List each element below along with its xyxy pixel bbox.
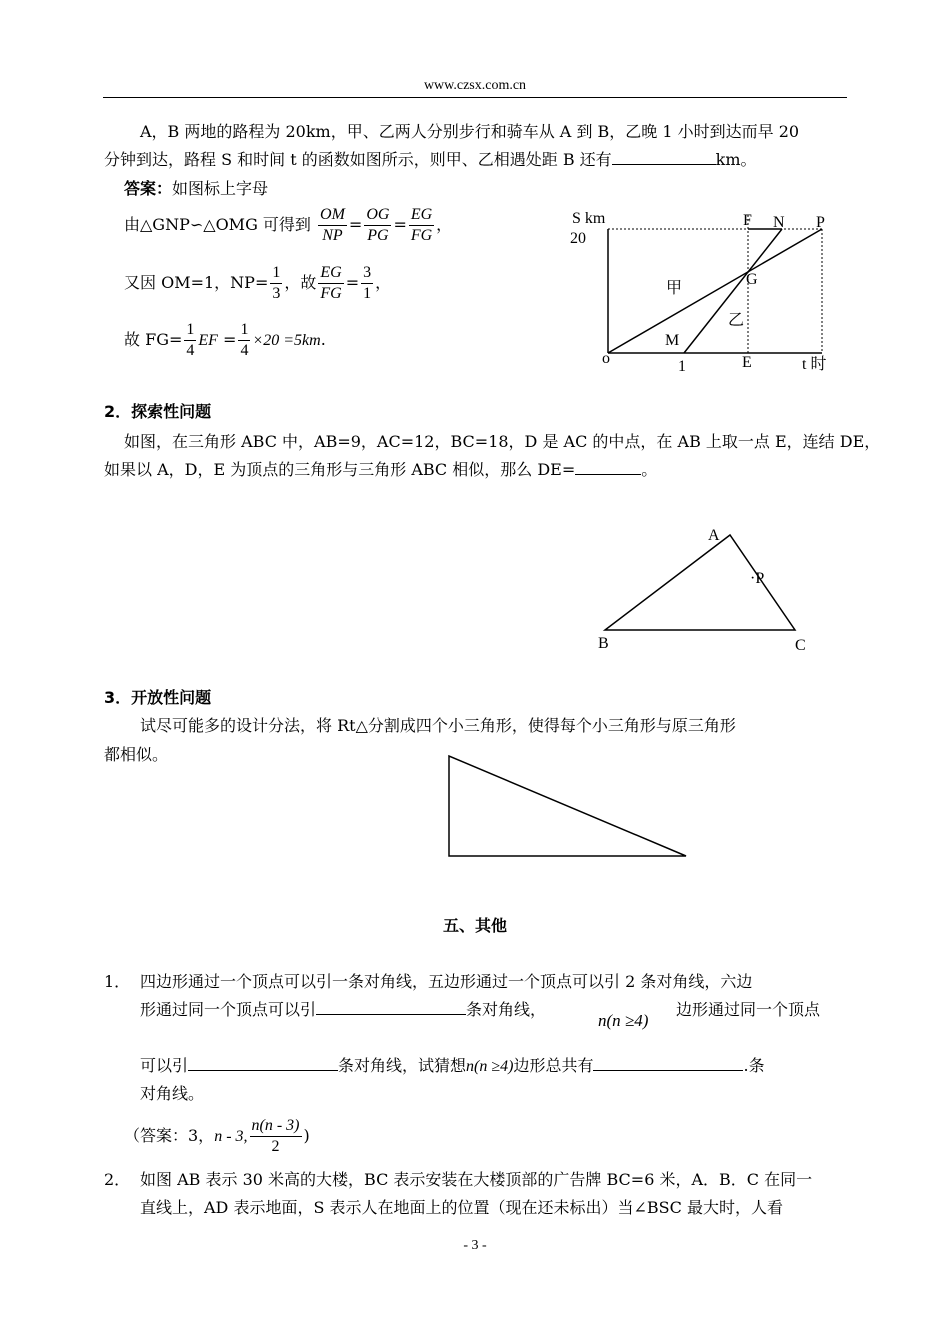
q1-line-2-end: 边形通过同一个顶点: [676, 1000, 821, 1019]
section-2-title: 2．探索性问题: [104, 402, 212, 421]
label-m: M: [665, 332, 680, 349]
label-e: E: [742, 354, 752, 371]
distance-time-graph: [560, 205, 840, 380]
equals: =: [223, 330, 237, 349]
section-2-line-1: 如图，在三角形 ABC 中，AB=9，AC=12，BC=18，D 是 AC 的中点，在 AB 上取一点 E，连结 DE，: [124, 432, 881, 451]
answer-text: 如图标上字母: [172, 179, 269, 198]
sol1-prefix: 由△GNP∽△OMG 可得到: [124, 215, 311, 234]
answer-blank[interactable]: [612, 148, 716, 165]
frac-den: 4: [186, 342, 195, 359]
label-a: A: [708, 527, 720, 544]
label-c: C: [795, 637, 806, 654]
triangle-abc-figure: [590, 520, 830, 655]
label-jia: 甲: [666, 280, 683, 297]
section-3-line-2: 都相似。: [104, 745, 169, 764]
comma: ，: [436, 215, 453, 234]
q1-number: 1．: [104, 972, 131, 991]
route-line-2: [104, 146, 757, 174]
answer-blank[interactable]: [575, 458, 641, 475]
q1-answer-prefix: （答案：3，: [124, 1126, 215, 1145]
frac-num: OM: [318, 205, 347, 226]
q1-line-2-text: 形通过同一个顶点可以引: [140, 1000, 317, 1019]
q1-line-3-end: .条: [743, 1056, 765, 1075]
frac-num: n(n - 3): [250, 1116, 302, 1137]
right-triangle-figure: [440, 750, 696, 862]
label-t: t 时: [802, 356, 827, 373]
fraction-1-3: [270, 263, 282, 304]
frac-num: EG: [318, 263, 343, 284]
q1-answer-fraction: [250, 1116, 302, 1157]
frac-den: NP: [322, 227, 343, 244]
label-n: N: [773, 214, 785, 231]
solution-line-1: [124, 205, 452, 246]
frac-den: 4: [240, 342, 249, 359]
header-url: www.czsx.com.cn: [423, 78, 527, 93]
q1-line-3-text: 可以引: [140, 1056, 189, 1075]
frac-den: PG: [367, 227, 389, 244]
period: .: [320, 330, 326, 349]
section-5-title: 五、其他: [442, 916, 507, 935]
comma: ，: [375, 273, 392, 292]
result-term: ×20 =5km: [252, 332, 321, 349]
triangle-abc: [605, 535, 795, 630]
sol3-prefix: 故 FG=: [124, 330, 183, 349]
frac-den: FG: [410, 227, 433, 244]
section-2-line-2-text: 如果以 A，D，E 为顶点的三角形与三角形 ABC 相似，那么 DE=: [104, 460, 576, 479]
line-jia: [608, 229, 822, 353]
frac-num: 1: [238, 320, 250, 341]
fraction-eg-fg: [409, 205, 434, 246]
q1-answer-close: ): [303, 1126, 310, 1145]
fraction-om-np: [318, 205, 347, 246]
q2-line-1: 如图 AB 表示 30 米高的大楼，BC 表示安装在大楼顶部的广告牌 BC=6 米，A．B．C 在同一: [140, 1170, 813, 1189]
label-b: B: [598, 635, 609, 652]
answer-blank[interactable]: [188, 1054, 338, 1071]
header-rule: [103, 97, 847, 98]
fraction-1-4: [238, 320, 250, 361]
label-f: F: [743, 212, 752, 229]
q1-line-2-mid: 条对角线，: [466, 1000, 547, 1019]
route-line-2-text: 分钟到达，路程 S 和时间 t 的函数如图所示，则甲、乙相遇处距 B 还有: [104, 150, 612, 169]
section-2-line-2: [104, 456, 657, 484]
answer-label: 答案：: [124, 179, 173, 198]
frac-den: 1: [363, 285, 372, 302]
frac-den: FG: [320, 285, 342, 302]
frac-num: 1: [270, 263, 282, 284]
q1-n-expression-inline: n(n ≥4): [466, 1058, 514, 1075]
frac-num: 1: [184, 320, 196, 341]
label-o: o: [602, 350, 610, 367]
label-yi: 乙: [728, 312, 745, 329]
sol2-mid: ，故: [284, 273, 317, 292]
answer-blank[interactable]: [316, 998, 466, 1015]
route-unit: km。: [715, 150, 757, 169]
q1-answer-term: n - 3,: [214, 1128, 248, 1145]
frac-den: 2: [271, 1138, 280, 1155]
q1-line-3: [140, 1052, 765, 1081]
q1-line-2: [140, 996, 546, 1024]
label-p: P: [816, 214, 825, 231]
q1-line-4: 对角线。: [140, 1084, 205, 1103]
section-3-line-1: 试尽可能多的设计分法，将 Rt△分割成四个小三角形，使得每个小三角形与原三角形: [140, 716, 736, 735]
fraction-1-4: [184, 320, 196, 361]
q1-line-1: 四边形通过一个顶点可以引一条对角线，五边形通过一个顶点可以引 2 条对角线，六边: [140, 972, 753, 991]
fraction-og-pg: [364, 205, 391, 246]
solution-line-2: [124, 263, 391, 304]
ef-term: EF: [198, 332, 218, 349]
q2-line-2: 直线上，AD 表示地面，S 表示人在地面上的位置（现在还未标出）当∠BSC 最大时，人看: [140, 1198, 783, 1217]
route-answer: [124, 175, 268, 203]
q1-line-3-mid2: 边形总共有: [513, 1056, 594, 1075]
q1-n-expression: n(n ≥4): [598, 1011, 649, 1030]
frac-num: OG: [364, 205, 391, 226]
fraction-3-1: [361, 263, 373, 304]
answer-blank[interactable]: [593, 1054, 743, 1071]
label-1: 1: [678, 358, 686, 375]
frac-den: 3: [272, 285, 281, 302]
equals: =: [393, 215, 407, 234]
frac-num: EG: [409, 205, 434, 226]
section-3-title: 3．开放性问题: [104, 688, 212, 707]
section-2-line-2-end: 。: [641, 460, 658, 479]
page-number: - 3 -: [463, 1238, 487, 1253]
right-triangle: [449, 756, 686, 856]
label-g: G: [746, 271, 758, 288]
line-yi: [684, 229, 782, 353]
q1-line-3-mid: 条对角线，试猜想: [338, 1056, 467, 1075]
solution-line-3: [124, 320, 326, 361]
sol2-prefix: 又因 OM=1，NP=: [124, 273, 269, 292]
label-20: 20: [570, 230, 586, 247]
equals: =: [348, 215, 363, 234]
frac-num: 3: [361, 263, 373, 284]
q1-answer: [124, 1116, 310, 1157]
route-line-1: A，B 两地的路程为 20km，甲、乙两人分别步行和骑车从 A 到 B，乙晚 1 小时到达而早 20: [140, 122, 800, 141]
label-s-km: S km: [572, 210, 606, 227]
equals: =: [345, 273, 360, 292]
label-p: ·P: [750, 570, 765, 587]
fraction-eg-fg: [318, 263, 343, 304]
q2-number: 2．: [104, 1170, 131, 1189]
